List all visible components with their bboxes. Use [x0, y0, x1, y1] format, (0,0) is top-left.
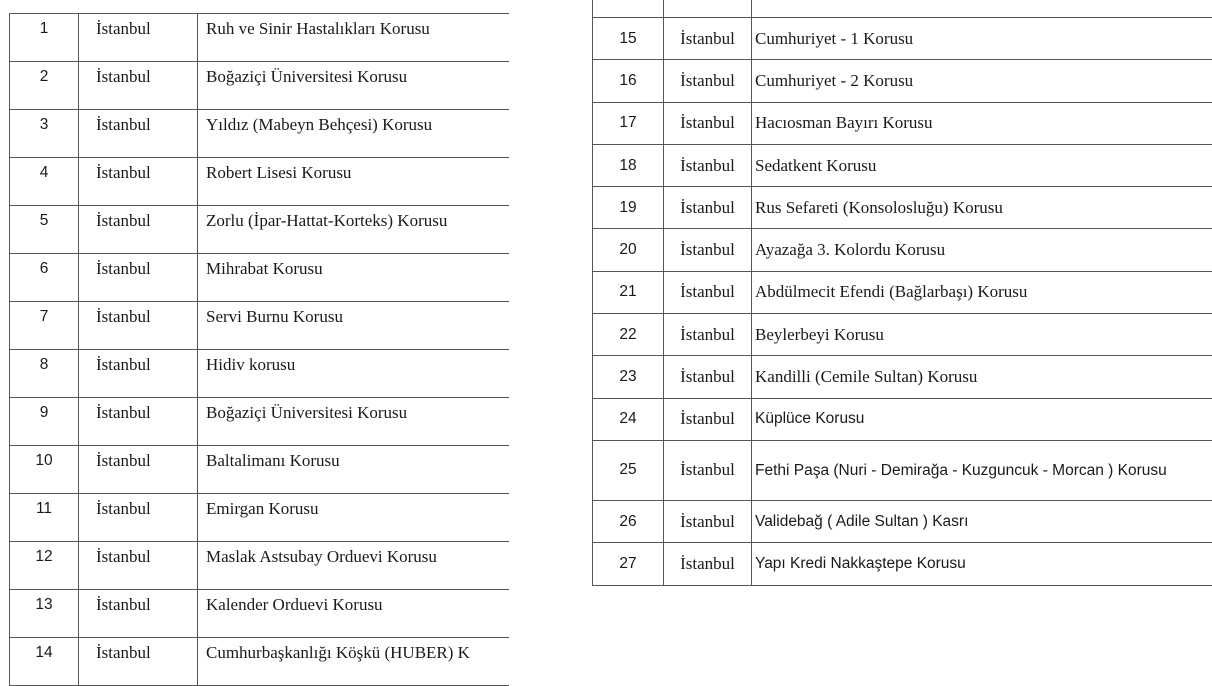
table-row: [593, 102, 1212, 144]
table-cell-name: Emirgan Korusu: [198, 494, 510, 542]
table-cell-name: Hidiv korusu: [198, 350, 510, 398]
table-cell-number: 18: [593, 144, 664, 186]
table-cell-city: İstanbul: [79, 350, 198, 398]
table-row: [10, 110, 510, 158]
table-row: [10, 62, 510, 110]
table-cell-name: Yıldız (Mabeyn Behçesi) Korusu: [198, 110, 510, 158]
table-cell-city: İstanbul: [79, 62, 198, 110]
table-cell-number: 10: [10, 446, 79, 494]
right-table: [592, 0, 1212, 586]
table-cell-name: Servi Burnu Korusu: [198, 302, 510, 350]
table-cell-number: 25: [593, 440, 664, 500]
table-cell-number: 7: [10, 302, 79, 350]
table-cell-number: 23: [593, 356, 664, 398]
table-cell-number: 24: [593, 398, 664, 440]
table-cell-city: İstanbul: [79, 494, 198, 542]
table-cell-number: [593, 0, 664, 18]
table-cell-city: İstanbul: [664, 543, 752, 585]
table-cell-number: 15: [593, 18, 664, 60]
table-cell-name: Maslak Astsubay Orduevi Korusu: [198, 542, 510, 590]
table-cell-name: Cumhuriyet - 1 Korusu: [752, 18, 1212, 60]
table-cell-name: Kalender Orduevi Korusu: [198, 590, 510, 638]
table-cell-city: İstanbul: [664, 18, 752, 60]
table-cell-city: İstanbul: [79, 398, 198, 446]
table-cell-city: İstanbul: [79, 302, 198, 350]
table-row: [593, 271, 1212, 313]
table-cell-city: İstanbul: [79, 110, 198, 158]
table-cell-number: 2: [10, 62, 79, 110]
table-cell-number: 17: [593, 102, 664, 144]
table-row: [10, 494, 510, 542]
table-cell-city: İstanbul: [664, 271, 752, 313]
table-cell-name: Küplüce Korusu: [752, 398, 1212, 440]
table-row-partial: [593, 0, 1212, 18]
table-cell-city: İstanbul: [664, 102, 752, 144]
table-cell-name: Ayazağa 3. Kolordu Korusu: [752, 229, 1212, 271]
table-cell-city: İstanbul: [79, 206, 198, 254]
table-cell-city: İstanbul: [79, 14, 198, 62]
table-row: [593, 187, 1212, 229]
table-cell-number: 5: [10, 206, 79, 254]
table-row: [593, 144, 1212, 186]
table-cell-name: Boğaziçi Üniversitesi Korusu: [198, 398, 510, 446]
table-cell-number: 1: [10, 14, 79, 62]
table-cell-name: Baltalimanı Korusu: [198, 446, 510, 494]
table-cell-number: 21: [593, 271, 664, 313]
table-cell-number: 3: [10, 110, 79, 158]
table-cell-number: 27: [593, 543, 664, 585]
table-cell-city: İstanbul: [664, 440, 752, 500]
table-cell-city: İstanbul: [664, 314, 752, 356]
table-row: [593, 440, 1212, 500]
table-cell-name: Beylerbeyi Korusu: [752, 314, 1212, 356]
table-row: [10, 254, 510, 302]
table-cell-city: İstanbul: [664, 144, 752, 186]
table-cell-number: 12: [10, 542, 79, 590]
table-row: [593, 314, 1212, 356]
table-row: [10, 14, 510, 62]
table-row: [10, 542, 510, 590]
table-row: [593, 543, 1212, 585]
table-row: [10, 350, 510, 398]
table-row: [593, 18, 1212, 60]
table-cell-name: Sedatkent Korusu: [752, 144, 1212, 186]
table-cell-city: [664, 0, 752, 18]
table-cell-name: Boğaziçi Üniversitesi Korusu: [198, 62, 510, 110]
table-cell-city: İstanbul: [79, 446, 198, 494]
table-cell-city: İstanbul: [79, 158, 198, 206]
table-cell-number: 6: [10, 254, 79, 302]
table-row: [10, 398, 510, 446]
table-cell-city: İstanbul: [79, 254, 198, 302]
table-cell-number: 9: [10, 398, 79, 446]
table-cell-number: 13: [10, 590, 79, 638]
table-cell-city: İstanbul: [79, 590, 198, 638]
table-cell-number: 11: [10, 494, 79, 542]
table-cell-city: İstanbul: [79, 638, 198, 686]
table-row: [10, 302, 510, 350]
table-cell-name: Validebağ ( Adile Sultan ) Kasrı: [752, 500, 1212, 542]
table-row: [593, 356, 1212, 398]
table-row: [10, 206, 510, 254]
table-cell-city: İstanbul: [664, 229, 752, 271]
table-cell-city: İstanbul: [664, 398, 752, 440]
table-cell-name: Kandilli (Cemile Sultan) Korusu: [752, 356, 1212, 398]
table-row: [593, 60, 1212, 102]
left-table-panel: [0, 0, 501, 600]
table-cell-name: Mihrabat Korusu: [198, 254, 510, 302]
table-cell-name: Fethi Paşa (Nuri - Demirağa - Kuzguncuk - Morcan ) Korusu: [752, 440, 1212, 500]
table-cell-number: 4: [10, 158, 79, 206]
table-cell-number: 14: [10, 638, 79, 686]
table-cell-city: İstanbul: [664, 356, 752, 398]
table-row: [10, 446, 510, 494]
table-cell-name: Hacıosman Bayırı Korusu: [752, 102, 1212, 144]
table-cell-name: Abdülmecit Efendi (Bağlarbaşı) Korusu: [752, 271, 1212, 313]
table-row: [10, 638, 510, 686]
table-row: [593, 229, 1212, 271]
table-row: [10, 590, 510, 638]
table-cell-city: İstanbul: [664, 500, 752, 542]
table-cell-name: Cumhurbaşkanlığı Köşkü (HUBER) K: [198, 638, 510, 686]
table-cell-number: 26: [593, 500, 664, 542]
table-cell-city: İstanbul: [664, 60, 752, 102]
table-cell-name: Zorlu (İpar-Hattat-Korteks) Korusu: [198, 206, 510, 254]
table-row: [10, 158, 510, 206]
table-cell-name: [752, 0, 1212, 18]
table-cell-name: Ruh ve Sinir Hastalıkları Korusu: [198, 14, 510, 62]
table-cell-city: İstanbul: [664, 187, 752, 229]
table-cell-number: 20: [593, 229, 664, 271]
table-cell-number: 22: [593, 314, 664, 356]
table-cell-city: İstanbul: [79, 542, 198, 590]
left-table: [9, 13, 509, 686]
table-cell-number: 19: [593, 187, 664, 229]
table-cell-name: Yapı Kredi Nakkaştepe Korusu: [752, 543, 1212, 585]
table-cell-name: Robert Lisesi Korusu: [198, 158, 510, 206]
table-cell-number: 16: [593, 60, 664, 102]
table-cell-name: Cumhuriyet - 2 Korusu: [752, 60, 1212, 102]
table-cell-number: 8: [10, 350, 79, 398]
table-row: [593, 500, 1212, 542]
table-row: [593, 398, 1212, 440]
table-cell-name: Rus Sefareti (Konsolosluğu) Korusu: [752, 187, 1212, 229]
